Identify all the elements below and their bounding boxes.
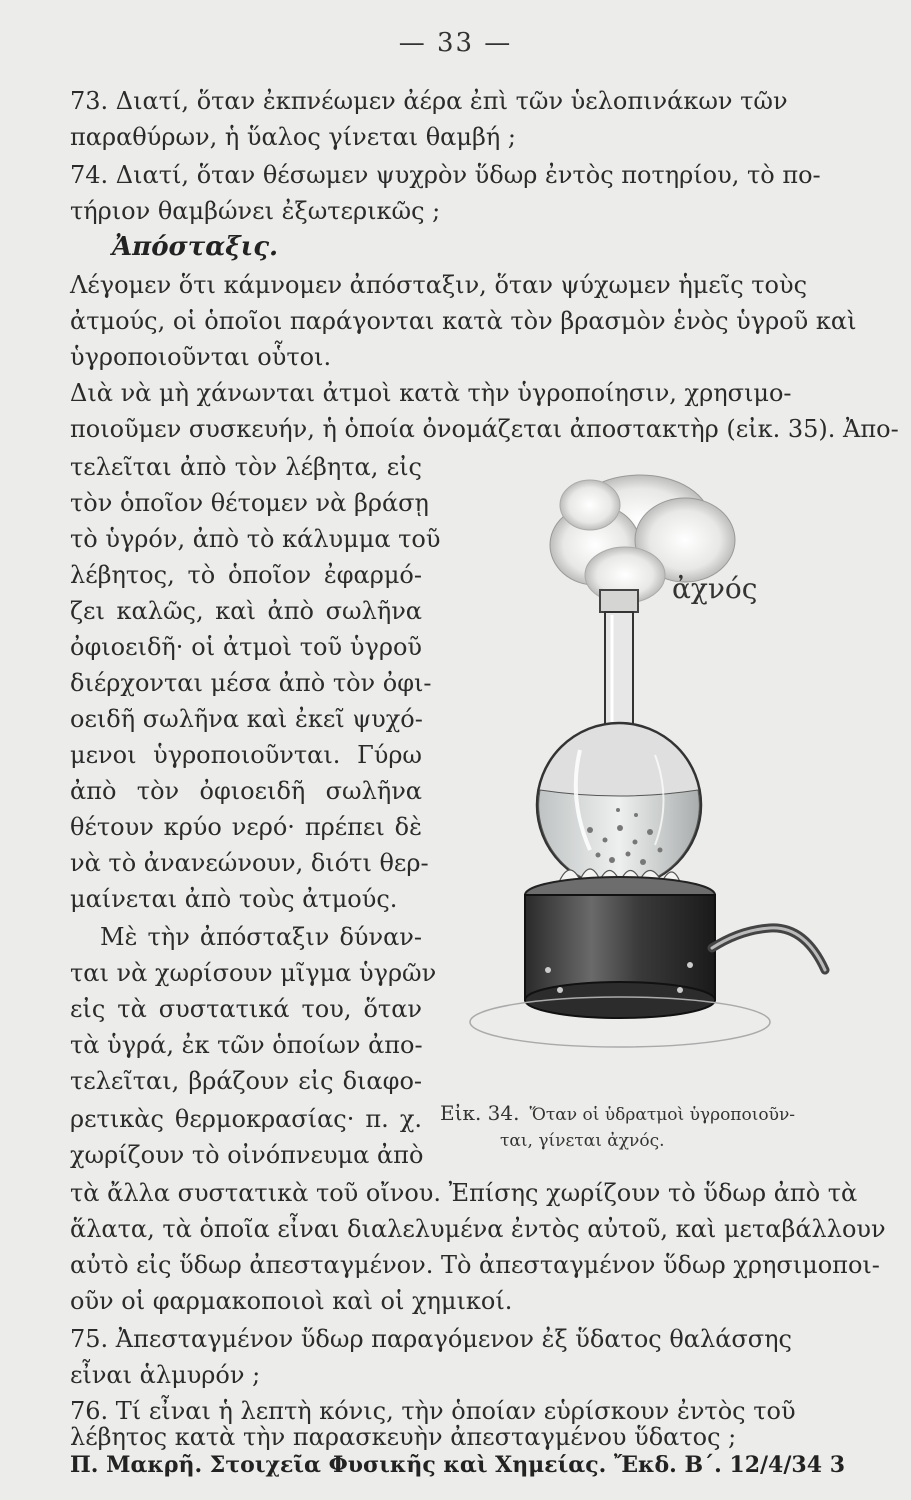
paragraph-2-line-2: ποιοῦμεν συσκευήν, ἡ ὁποία ὀνομάζεται ἀποστακτὴρ (εἰκ. 35). Ἀπο- xyxy=(70,415,899,443)
column-line: μαίνεται ἀπὸ τοὺς ἀτμούς. xyxy=(70,885,398,913)
paragraph-3-line-3: αὐτὸ εἰς ὕδωρ ἀπεσταγμένον. Τὸ ἀπεσταγμένον ὕδωρ χρησιμοποι- xyxy=(70,1251,880,1279)
column-line: οειδῆ σωλῆνα καὶ ἐκεῖ ψυχό- xyxy=(70,705,423,733)
paragraph-3-line-2: ἅλατα, τὰ ὁποῖα εἶναι διαλελυμένα ἐντὸς αὐτοῦ, καὶ μεταβάλλουν xyxy=(70,1215,886,1243)
section-heading: Ἀπόσταξις. xyxy=(112,232,279,262)
vapour-label: ἀχνός xyxy=(672,572,758,605)
caption-line-1: Ὅταν οἱ ὑδρατμοὶ ὑγροποιοῦν- xyxy=(529,1105,796,1125)
figure-caption xyxy=(440,1100,870,1154)
flask-illustration xyxy=(440,450,880,1090)
question-74-line-1: 74. Διατί, ὅταν θέσωμεν ψυχρὸν ὕδωρ ἐντὸς ποτηρίου, τὸ πο- xyxy=(70,161,821,189)
question-75-line-2: εἶναι ἁλμυρόν ; xyxy=(70,1361,261,1389)
column-line: τελεῖται ἀπὸ τὸν λέβητα, εἰς xyxy=(70,453,422,481)
column-line: εἰς τὰ συστατικά του, ὅταν xyxy=(70,995,422,1023)
column-line: Μὲ τὴν ἀπόσταξιν δύναν- xyxy=(100,923,422,951)
column-line: χωρίζουν τὸ οἰνόπνευμα ἀπὸ xyxy=(70,1141,424,1169)
column-line: τὰ ὑγρά, ἐκ τῶν ὁποίων ἀπο- xyxy=(70,1031,423,1059)
question-73-line-2: παραθύρων, ἡ ὕαλος γίνεται θαμβή ; xyxy=(70,123,516,151)
paragraph-1-line-2: ἀτμούς, οἱ ὁποῖοι παράγονται κατὰ τὸν βρασμὸν ἑνὸς ὑγροῦ καὶ xyxy=(70,307,857,335)
question-73-line-1: 73. Διατί, ὅταν ἐκπνέωμεν ἀέρα ἐπὶ τῶν ὑελοπινάκων τῶν xyxy=(70,87,788,115)
column-line: θέτουν κρύο νερό· πρέπει δὲ xyxy=(70,813,422,841)
signature-mark: 3 xyxy=(829,1452,845,1478)
caption-line-2: ται, γίνεται ἀχνός. xyxy=(500,1131,665,1151)
column-line: τὸ ὑγρόν, ἀπὸ τὸ κάλυμμα τοῦ xyxy=(70,525,441,553)
column-line: ρετικὰς θερμοκρασίας· π. χ. xyxy=(70,1105,422,1133)
page-footer xyxy=(70,1452,855,1478)
paragraph-1-line-1: Λέγομεν ὅτι κάμνομεν ἀπόσταξιν, ὅταν ψύχωμεν ἡμεῖς τοὺς xyxy=(70,271,808,299)
column-line: ὀφιοειδῆ· οἱ ἀτμοὶ τοῦ ὑγροῦ xyxy=(70,633,422,661)
page-number: — 33 — xyxy=(398,28,513,58)
paragraph-1-line-3: ὑγροποιοῦνται οὗτοι. xyxy=(70,343,332,371)
column-line: μενοι ὑγροποιοῦνται. Γύρω xyxy=(70,741,422,769)
column-line: ζει καλῶς, καὶ ἀπὸ σωλῆνα xyxy=(70,597,422,625)
column-line: τελεῖται, βράζουν εἰς διαφο- xyxy=(70,1067,422,1095)
question-76-line-2: λέβητος κατὰ τὴν παρασκευὴν ἀπεσταγμένου ὕδατος ; xyxy=(70,1423,737,1451)
column-line: ται νὰ χωρίσουν μῖγμα ὑγρῶν xyxy=(70,959,437,987)
column-line: τὸν ὁποῖον θέτομεν νὰ βράσῃ xyxy=(70,489,429,517)
caption-prefix: Εἰκ. 34. xyxy=(440,1101,520,1125)
flask-heater-drawing xyxy=(440,450,880,1090)
paragraph-2-line-1: Διὰ νὰ μὴ χάνωνται ἀτμοὶ κατὰ τὴν ὑγροποίησιν, χρησιμο- xyxy=(70,379,792,407)
footer-book-title: Π. Μακρῆ. Στοιχεῖα Φυσικῆς καὶ Χημείας. Ἔκδ. Β΄. 12/4/34 xyxy=(70,1452,823,1478)
paragraph-3-line-4: οῦν οἱ φαρμακοποιοὶ καὶ οἱ χημικοί. xyxy=(70,1287,513,1315)
question-75-line-1: 75. Ἀπεσταγμένον ὕδωρ παραγόμενον ἐξ ὕδατος θαλάσσης xyxy=(70,1325,792,1353)
paragraph-3-line-1: τὰ ἄλλα συστατικὰ τοῦ οἴνου. Ἐπίσης χωρίζουν τὸ ὕδωρ ἀπὸ τὰ xyxy=(70,1179,858,1207)
column-line: διέρχονται μέσα ἀπὸ τὸν ὀφι- xyxy=(70,669,432,697)
column-line: νὰ τὸ ἀνανεώνουν, διότι θερ- xyxy=(70,849,429,877)
question-76-line-1: 76. Τί εἶναι ἡ λεπτὴ κόνις, τὴν ὁποίαν εὑρίσκουν ἐντὸς τοῦ xyxy=(70,1397,796,1425)
column-line: λέβητος, τὸ ὁποῖον ἐφαρμό- xyxy=(70,561,422,589)
question-74-line-2: τήριον θαμβώνει ἐξωτερικῶς ; xyxy=(70,197,441,225)
column-line: ἀπὸ τὸν ὀφιοειδῆ σωλῆνα xyxy=(70,777,422,805)
